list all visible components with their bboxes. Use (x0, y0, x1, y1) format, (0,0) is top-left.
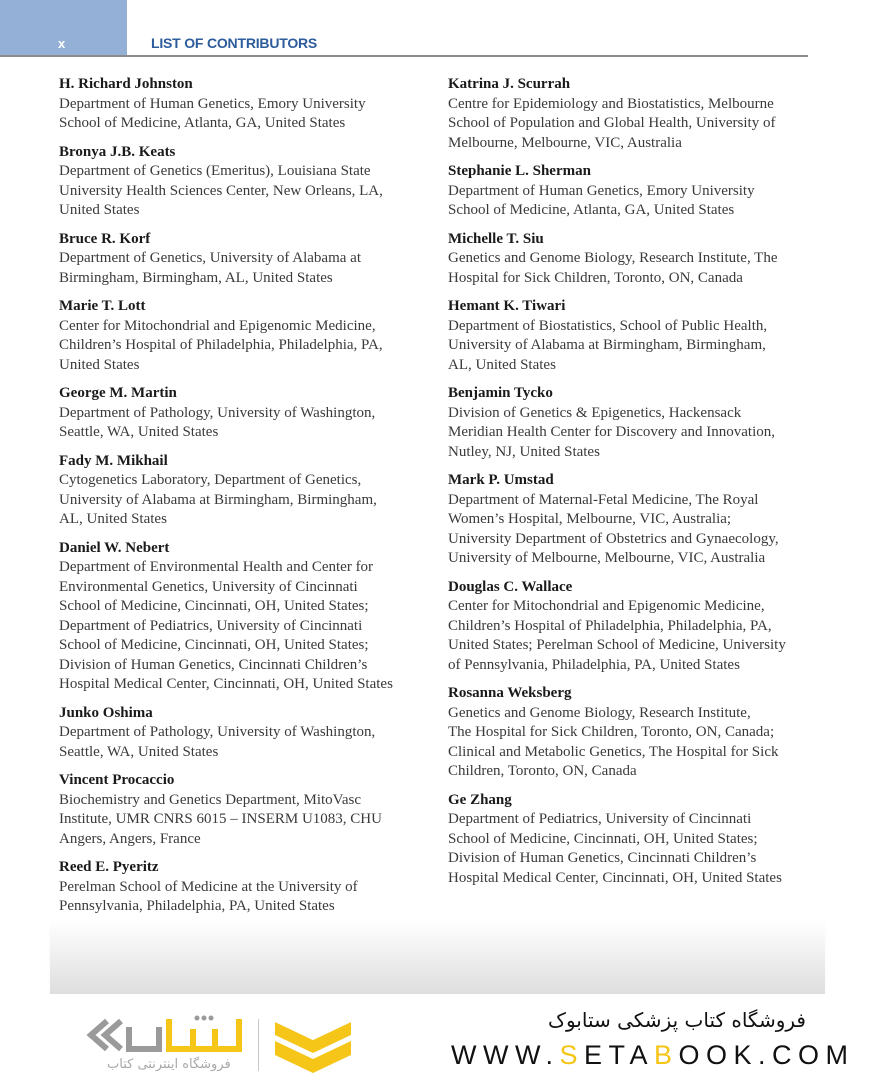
contributor-name: Fady M. Mikhail (59, 452, 168, 469)
contributor-entry (448, 384, 810, 462)
store-name: فروشگاه کتاب پزشکی ستابوک (548, 1008, 806, 1032)
contributor-affiliation: Biochemistry and Genetics Department, MitoVasc (59, 791, 362, 808)
contributor-affiliation: Nutley, NJ, United States (448, 443, 600, 460)
logo-wordmark-icon (85, 1013, 245, 1058)
contributor-affiliation: Centre for Epidemiology and Biostatistics, Melbourne (448, 95, 774, 112)
contributor-name: Reed E. Pyeritz (59, 859, 159, 875)
contributor-name: George M. Martin (59, 385, 177, 401)
contributor-affiliation: of Pennsylvania, Philadelphia, PA, United States (448, 656, 740, 673)
contributor-affiliation: Department of Genetics (Emeritus), Louisiana State (59, 163, 371, 179)
setabook-logo (85, 1013, 355, 1075)
contributor-name: Bruce R. Korf (59, 230, 151, 247)
contributor-affiliation: Pennsylvania, Philadelphia, PA, United States (59, 898, 335, 914)
contributor-entry (448, 75, 810, 153)
contributor-entry (448, 578, 810, 676)
contributor-affiliation: Children’s Hospital of Philadelphia, Philadelphia, PA, (448, 617, 772, 634)
contributor-affiliation: University of Melbourne, Melbourne, VIC, Australia (448, 550, 766, 566)
contributor-affiliation: Cytogenetics Laboratory, Department of Genetics, (59, 472, 362, 488)
contributor-affiliation: Women’s Hospital, Melbourne, VIC, Australia; (448, 511, 732, 527)
contributor-affiliation: Institute, UMR CNRS 6015 – INSERM U1083, CHU (59, 811, 382, 827)
contributor-affiliation: United States; Perelman School of Medicine, University (448, 637, 786, 653)
contributor-name: Rosanna Weksberg (448, 685, 572, 701)
contributor-affiliation: School of Medicine, Atlanta, GA, United States (59, 115, 346, 131)
contributor-entry (448, 297, 810, 375)
contributor-name: Mark P. Umstad (448, 472, 554, 488)
contributor-affiliation: Center for Mitochondrial and Epigenomic Medicine, (59, 317, 376, 334)
contributor-affiliation: Division of Human Genetics, Cincinnati Children’s (59, 656, 368, 673)
running-head: LIST OF CONTRIBUTORS (151, 35, 318, 51)
contributor-affiliation: Department of Genetics, University of Alabama at (59, 250, 361, 266)
chevron-book-icon (273, 1017, 353, 1073)
contributor-affiliation: Department of Pediatrics, University of Cincinnati (448, 811, 752, 827)
contributor-entry (59, 143, 429, 221)
page-number: x (58, 36, 66, 51)
contributor-affiliation: University of Alabama at Birmingham, Birmingham, (59, 491, 377, 508)
contributor-affiliation: Hospital Medical Center, Cincinnati, OH, United States (59, 676, 393, 692)
contributor-affiliation: Genetics and Genome Biology, Research Institute, The (448, 250, 778, 266)
contributor-affiliation: Department of Pathology, University of Washington, (59, 404, 376, 421)
contributor-affiliation: Children, Toronto, ON, Canada (448, 763, 637, 779)
contributor-entry (448, 230, 810, 289)
contributor-name: Hemant K. Tiwari (448, 298, 566, 314)
contributor-name: Bronya J.B. Keats (59, 143, 176, 160)
url-highlight: S (559, 1040, 584, 1070)
contributor-affiliation: Meridian Health Center for Discovery and Innovation, (448, 424, 775, 440)
contributor-affiliation: Department of Human Genetics, Emory University (448, 182, 755, 199)
contributor-name: Vincent Procaccio (59, 772, 175, 788)
contributor-name: Katrina J. Scurrah (448, 76, 571, 92)
contributor-affiliation: Genetics and Genome Biology, Research Institute, (448, 704, 751, 721)
contributor-affiliation: University Department of Obstetrics and Gynaecology, (448, 530, 779, 547)
contributor-affiliation: Birmingham, Birmingham, AL, United States (59, 269, 333, 286)
contributor-affiliation: Division of Genetics & Epigenetics, Hackensack (448, 404, 742, 421)
contributor-affiliation: School of Medicine, Atlanta, GA, United States (448, 202, 735, 218)
contributor-affiliation: University Health Sciences Center, New Orleans, LA, (59, 182, 383, 199)
contributor-affiliation: Environmental Genetics, University of Cincinnati (59, 578, 358, 595)
contributor-name: H. Richard Johnston (59, 76, 193, 92)
contributor-affiliation: Hospital Medical Center, Cincinnati, OH, United States (448, 869, 782, 886)
contributor-entry (59, 384, 429, 443)
logo-subtitle: فروشگاه اینترنتی کتاب (107, 1057, 231, 1072)
header-rule (0, 55, 808, 57)
contributor-affiliation: AL, United States (59, 511, 167, 527)
logo-divider (258, 1019, 259, 1071)
contributor-name: Michelle T. Siu (448, 230, 544, 247)
contributor-name: Junko Oshima (59, 704, 153, 721)
contributor-entry (448, 471, 810, 569)
contributor-affiliation: Seattle, WA, United States (59, 743, 219, 760)
contributor-affiliation: Division of Human Genetics, Cincinnati Children’s (448, 850, 757, 866)
contributor-affiliation: United States (59, 202, 140, 218)
contributor-entry (59, 75, 429, 134)
contributor-affiliation: Seattle, WA, United States (59, 424, 219, 440)
contributor-affiliation: Department of Biostatistics, School of Public Health, (448, 317, 768, 334)
contributor-affiliation: Department of Environmental Health and Center for (59, 559, 374, 575)
contributor-affiliation: United States (59, 356, 140, 373)
contributor-affiliation: Hospital for Sick Children, Toronto, ON, Canada (448, 269, 743, 286)
contributor-name: Daniel W. Nebert (59, 539, 170, 556)
contributor-name: Ge Zhang (448, 791, 512, 808)
contributor-affiliation: Children’s Hospital of Philadelphia, Philadelphia, PA, (59, 337, 383, 353)
store-url (451, 1040, 855, 1071)
contributor-affiliation: School of Population and Global Health, University of (448, 115, 776, 131)
page-bottom-shadow (50, 920, 825, 994)
contributor-affiliation: Clinical and Metabolic Genetics, The Hospital for Sick (448, 743, 779, 760)
contributor-affiliation: AL, United States (448, 356, 556, 373)
contributor-affiliation: School of Medicine, Cincinnati, OH, United States; (59, 598, 369, 614)
contributor-entry (448, 791, 810, 889)
contributor-affiliation: Angers, Angers, France (59, 830, 201, 847)
contributor-affiliation: The Hospital for Sick Children, Toronto, ON, Canada; (448, 724, 775, 740)
contributor-name: Douglas C. Wallace (448, 578, 573, 595)
contributor-affiliation: Department of Pediatrics, University of Cincinnati (59, 617, 363, 634)
contributor-affiliation: Department of Human Genetics, Emory University (59, 95, 366, 112)
contributor-entry (59, 539, 429, 695)
contributor-entry (59, 230, 429, 289)
contributor-entry (448, 684, 810, 782)
contributor-entry (59, 452, 429, 530)
url-part: ETA (583, 1040, 654, 1070)
contributors-left-column (59, 75, 429, 926)
contributor-affiliation: Perelman School of Medicine at the University of (59, 878, 358, 895)
contributor-name: Benjamin Tycko (448, 385, 553, 401)
contributor-affiliation: School of Medicine, Cincinnati, OH, United States; (448, 830, 758, 847)
contributors-right-column (448, 75, 810, 897)
contributor-entry (59, 297, 429, 375)
contributor-entry (59, 704, 429, 763)
url-part: OOK.COM (678, 1040, 855, 1070)
contributor-entry (448, 162, 810, 221)
contributor-affiliation: Department of Pathology, University of Washington, (59, 724, 376, 740)
contributor-entry (59, 858, 429, 917)
contributor-affiliation: School of Medicine, Cincinnati, OH, United States; (59, 637, 369, 653)
contributor-affiliation: Center for Mitochondrial and Epigenomic Medicine, (448, 598, 765, 614)
contributor-name: Stephanie L. Sherman (448, 163, 591, 179)
contributor-affiliation: University of Alabama at Birmingham, Birmingham, (448, 337, 766, 353)
url-part: WWW. (451, 1040, 560, 1070)
contributor-affiliation: Department of Maternal-Fetal Medicine, The Royal (448, 491, 759, 508)
url-highlight: B (654, 1040, 679, 1070)
contributor-affiliation: Melbourne, Melbourne, VIC, Australia (448, 134, 682, 151)
contributor-name: Marie T. Lott (59, 298, 146, 314)
contributor-entry (59, 771, 429, 849)
